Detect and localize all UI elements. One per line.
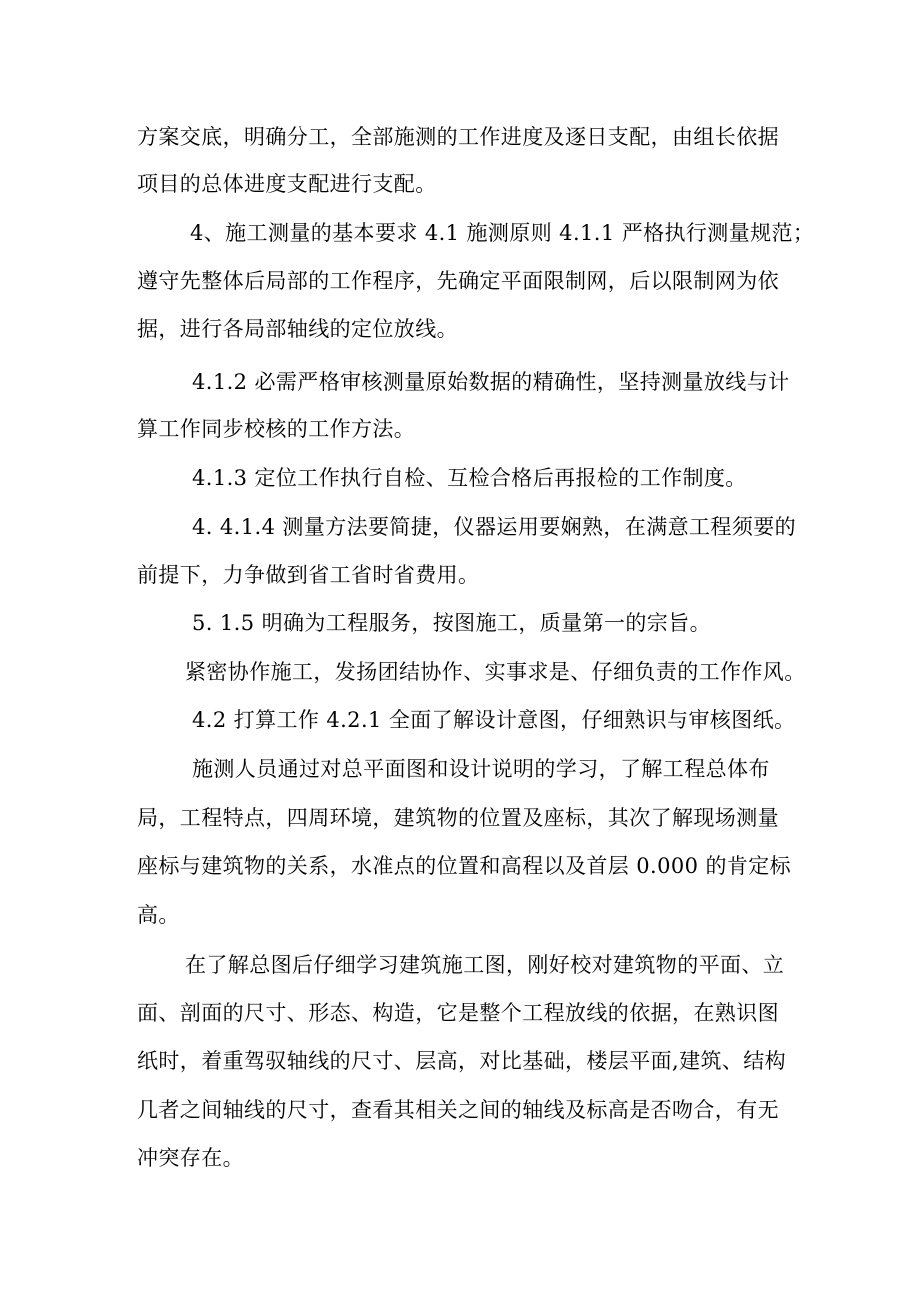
text-line: 4、施工测量的基本要求 4.1 施测原则 4.1.1 严格执行测量规范； — [190, 221, 815, 245]
text-line: 算工作同步校核的工作方法。 — [137, 417, 416, 441]
text-line: 项目的总体进度支配进行支配。 — [137, 172, 437, 196]
text-line: 紧密协作施工，发扬团结协作、实事求是、仔细负责的工作作风。 — [185, 660, 806, 684]
text-line: 高。 — [137, 903, 180, 927]
text-line: 5. 1.5 明确为工程服务，按图施工，质量第一的宗旨。 — [192, 611, 711, 635]
text-line: 纸时，着重驾驭轴线的尺寸、层高，对比基础，楼层平面,建筑、结构 — [137, 1049, 787, 1073]
text-line: 4.1.3 定位工作执行自检、互检合格后再报检的工作制度。 — [192, 466, 747, 490]
text-line: 局，工程特点，四周环境，建筑物的位置及座标，其次了解现场测量 — [137, 806, 779, 830]
text-line: 面、剖面的尺寸、形态、构造，它是整个工程放线的依据，在熟识图 — [137, 1001, 779, 1025]
text-line: 几者之间轴线的尺寸，查看其相关之间的轴线及标高是否吻合，有无 — [137, 1098, 779, 1122]
text-line: 据，进行各局部轴线的定位放线。 — [137, 317, 458, 341]
text-line: 冲突存在。 — [137, 1146, 244, 1170]
text-line: 4.2 打算工作 4.2.1 全面了解设计意图，仔细熟识与审核图纸。 — [192, 708, 796, 732]
text-line: 遵守先整体后局部的工作程序，先确定平面限制网，后以限制网为依 — [137, 269, 779, 293]
text-line: 4. 4.1.4 测量方法要简捷，仪器运用要娴熟，在满意工程须要的 — [192, 515, 797, 539]
text-line: 前提下，力争做到省工省时省费用。 — [137, 563, 480, 587]
text-line: 方案交底，明确分工，全部施测的工作进度及逐日支配，由组长依据 — [137, 125, 779, 149]
text-line: 4.1.2 必需严格审核测量原始数据的精确性，坚持测量放线与计 — [192, 370, 790, 394]
text-line: 施测人员通过对总平面图和设计说明的学习，了解工程总体布 — [192, 757, 770, 781]
text-line: 座标与建筑物的关系，水准点的位置和高程以及首层 0.000 的肯定标 — [137, 854, 792, 878]
text-line: 在了解总图后仔细学习建筑施工图，刚好校对建筑物的平面、立 — [185, 953, 785, 977]
